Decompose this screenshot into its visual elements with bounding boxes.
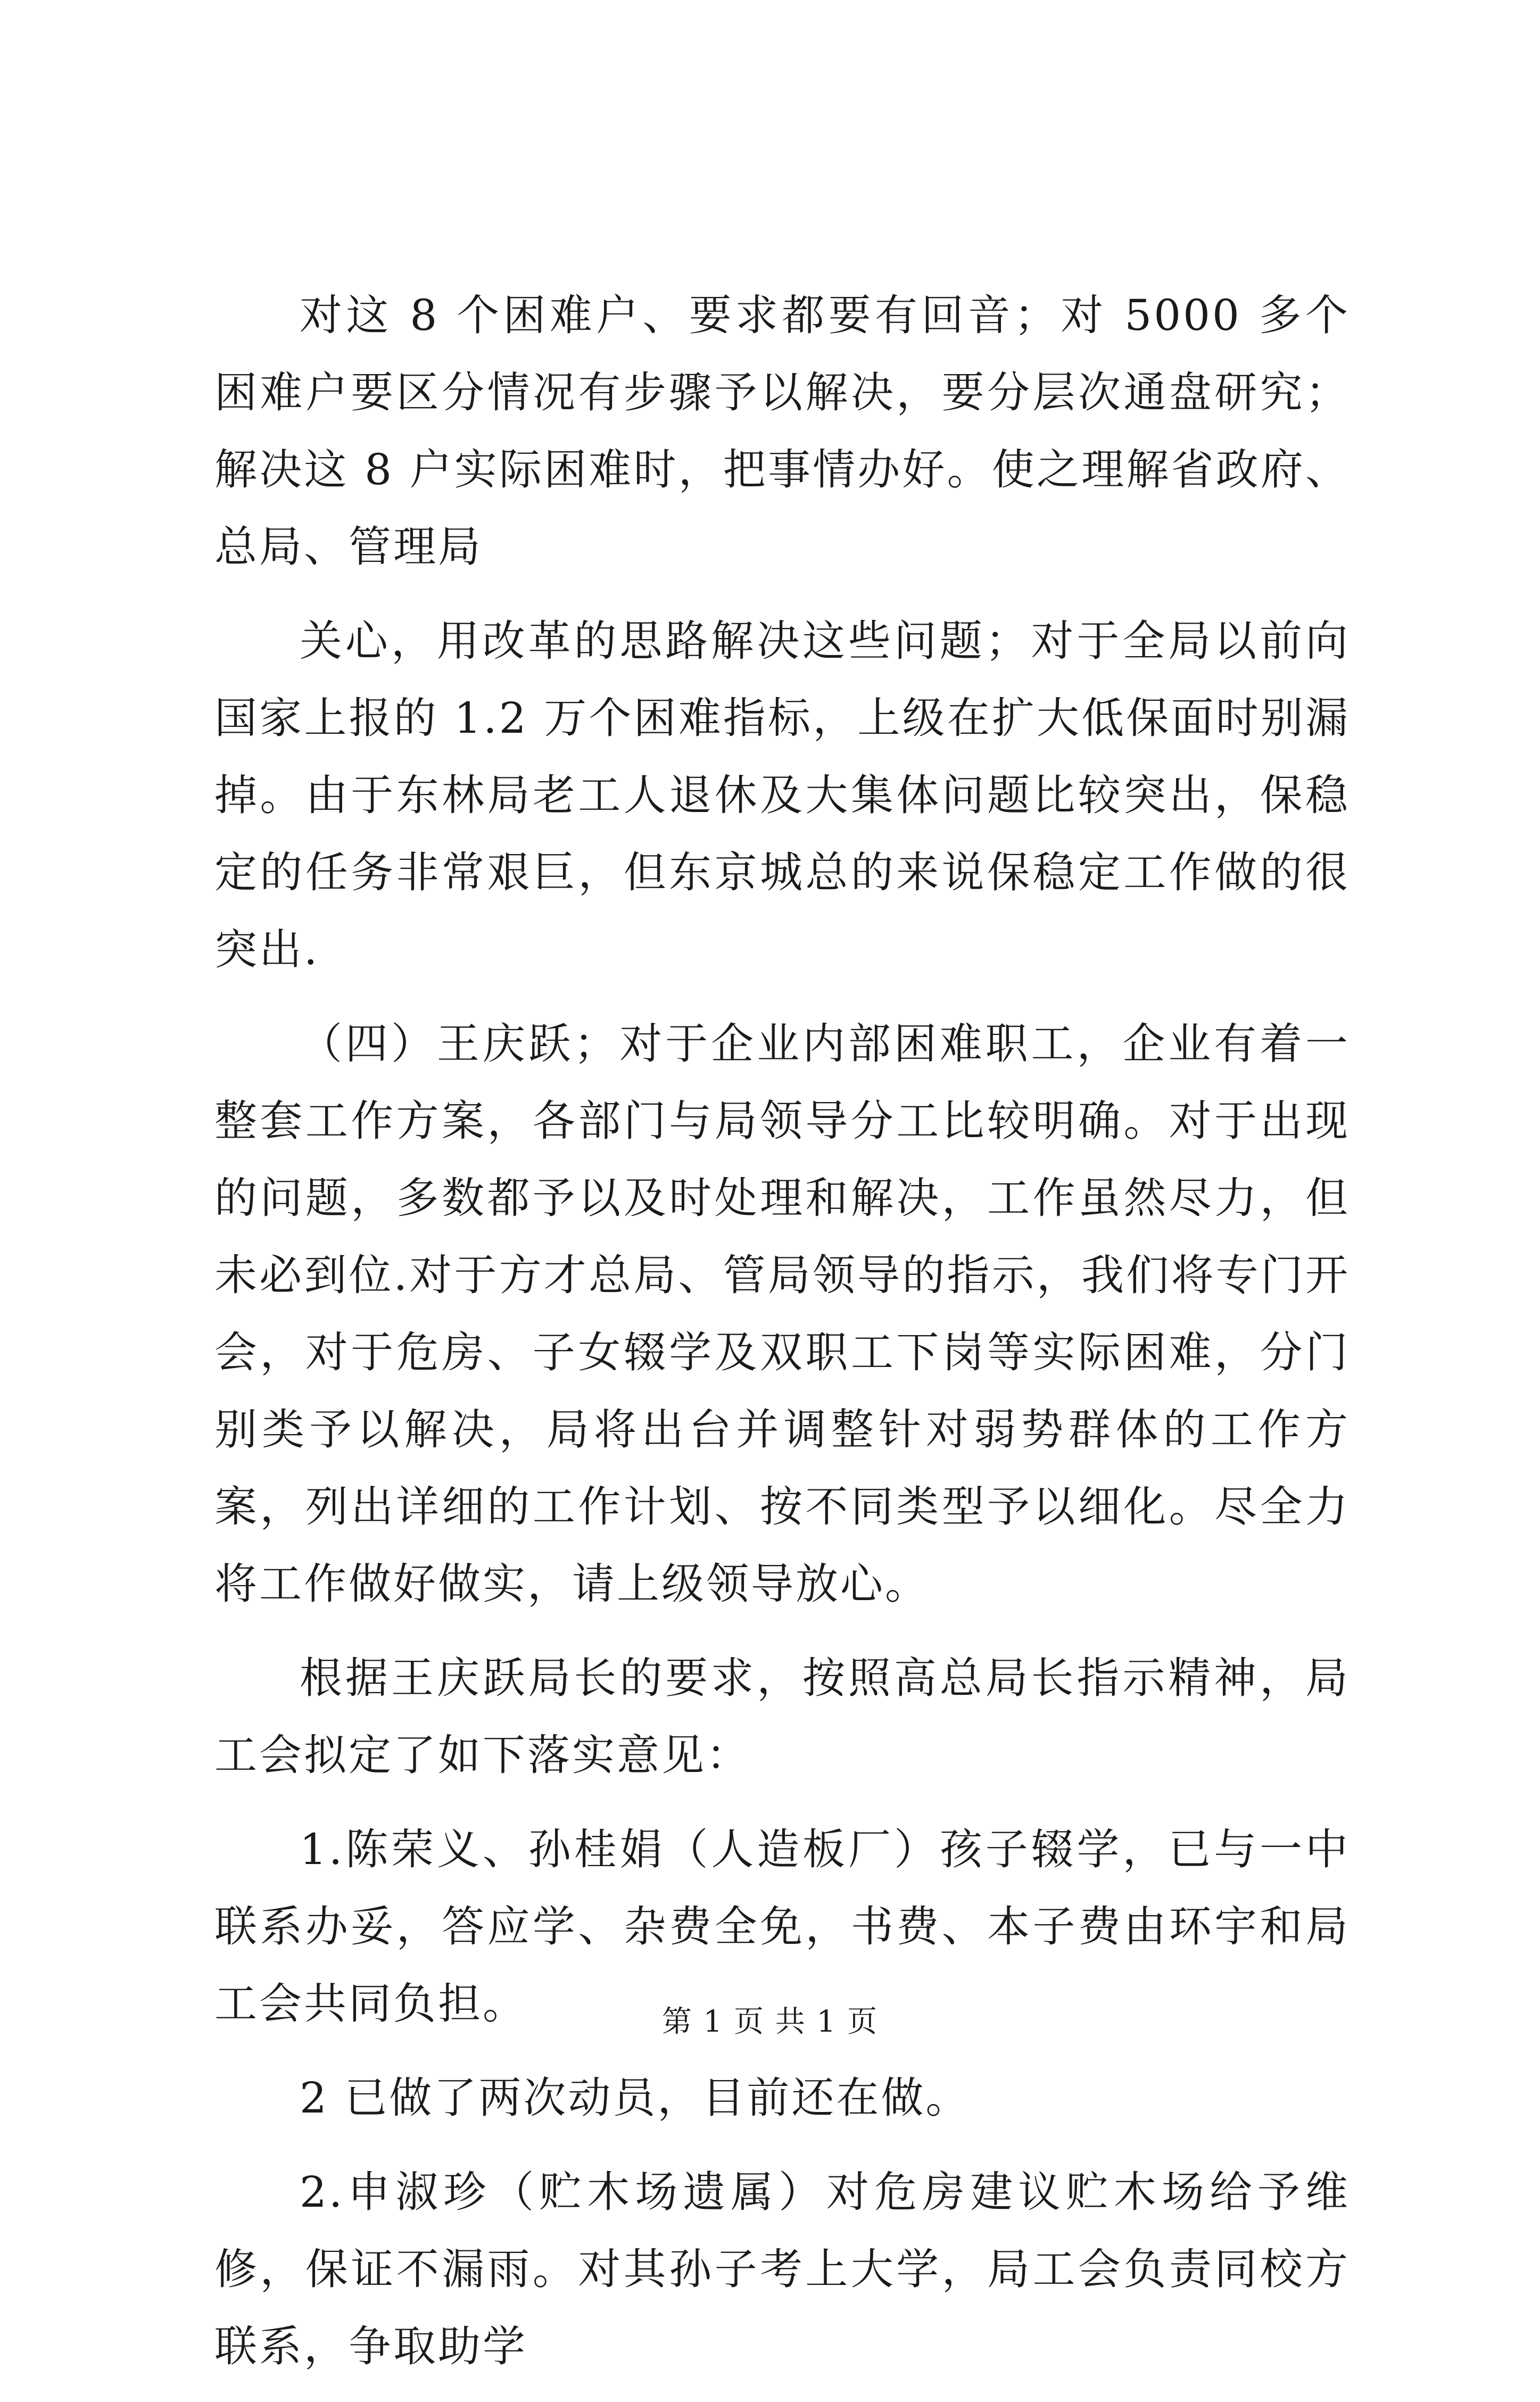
paragraph-2: 关心，用改革的思路解决这些问题；对于全局以前向国家上报的 1.2 万个困难指标，上级在扩大低保面时别漏掉。由于东林局老工人退休及大集体问题比较突出，保稳定的任务非常艰巨，但东京城总的来说保稳定工作做的很突出. [214,616,1350,974]
document-body [214,277,1350,2402]
paragraph-1: 对这 8 个困难户、要求都要有回音；对 5000 多个困难户要区分情况有步骤予以解决，要分层次通盘研究；解决这 8 户实际困难时，把事情办好。使之理解省政府、总局、管理局 [214,291,1350,571]
paragraph-4: 根据王庆跃局长的要求，按照高总局长指示精神，局工会拟定了如下落实意见： [214,1653,1350,1780]
paragraph-5: 1.陈荣义、孙桂娟（人造板厂）孩子辍学，已与一中联系办妥，答应学、杂费全免，书费、本子费由环宇和局工会共同负担。 [214,1825,1350,2028]
paragraph-3: （四）王庆跃；对于企业内部困难职工，企业有着一整套工作方案，各部门与局领导分工比较明确。对于出现的问题，多数都予以及时处理和解决，工作虽然尽力，但未必到位.对于方才总局、管局领导的指示，我们将专门开会，对于危房、子女辍学及双职工下岗等实际困难，分门别类予以解决，局将出台并调整针对弱势群体的工作方案，列出详细的工作计划、按不同类型予以细化。尽全力将工作做好做实，请上级领导放心。 [214,1019,1350,1609]
paragraph-6: 2 已做了两次动员，目前还在做。 [300,2073,971,2123]
page-number-footer: 第 1 页 共 1 页 [661,2005,879,2039]
paragraph-7: 2.申淑珍（贮木场遗属）对危房建议贮木场给予维修，保证不漏雨。对其孙子考上大学，局工会负责同校方联系，争取助学 [214,2167,1350,2371]
